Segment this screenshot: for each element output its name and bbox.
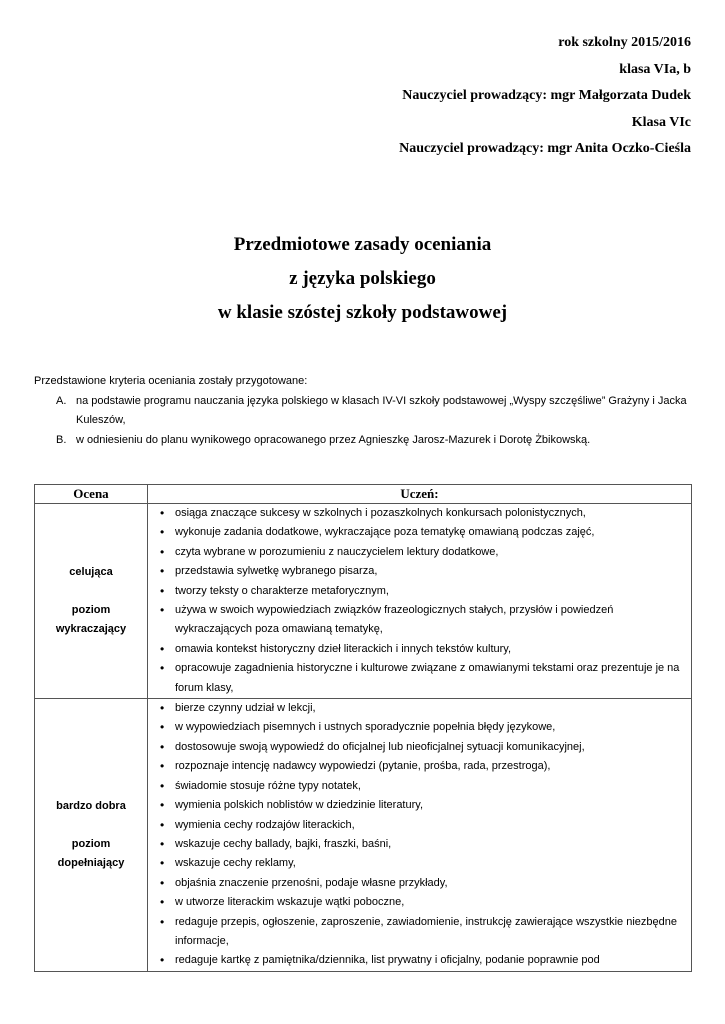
criterion-item: • redaguje kartkę z pamiętnika/dziennika, list prywatny i oficjalny, podanie poprawnie pod: [148, 951, 691, 970]
column-header-student: Uczeń:: [148, 485, 692, 504]
criterion-item: • wskazuje cechy reklamy,: [148, 854, 691, 873]
intro-item: [34, 431, 694, 451]
criterion-item: • rozpoznaje intencję nadawcy wypowiedzi (pytanie, prośba, rada, przestroga),: [148, 757, 691, 776]
criterion-item: • czyta wybrane w porozumieniu z nauczycielem lektury dodatkowe,: [148, 543, 691, 562]
criteria-cell: [148, 504, 692, 699]
grade-name: celująca: [69, 566, 113, 579]
intro-item-marker: B.: [56, 433, 67, 446]
grade-cell: [35, 699, 148, 972]
intro-item-text: na podstawie programu nauczania języka polskiego w klasach IV-VI szkoły podstawowej „Wyspy szczęśliwe” Grażyny i Jacka Kuleszów,: [76, 394, 687, 426]
criterion-item: • w utworze literackim wskazuje wątki poboczne,: [148, 893, 691, 912]
title-line-2: z języka polskiego: [289, 268, 436, 289]
criterion-item: • świadomie stosuje różne typy notatek,: [148, 777, 691, 796]
grading-table: [34, 484, 692, 972]
class-c: Klasa VIc: [631, 114, 691, 130]
criterion-item: • tworzy teksty o charakterze metaforycznym,: [148, 582, 691, 601]
title-line-1: Przedmiotowe zasady oceniania: [233, 234, 492, 255]
table-row: [35, 699, 692, 972]
grade-level-label: poziom: [71, 837, 111, 850]
criterion-item: • dostosowuje swoją wypowiedź do oficjalnej lub nieoficjalnej sytuacji komunikacyjnej,: [148, 738, 691, 757]
criterion-item: • używa w swoich wypowiedziach związków frazeologicznych stałych, przysłów i powiedzeń wykraczających poza omawianą tematykę,: [148, 601, 691, 640]
criteria-list: [148, 504, 691, 698]
table-header-row: [35, 485, 692, 504]
grade-name: bardzo dobra: [56, 799, 126, 812]
criterion-item: • wymienia polskich noblistów w dziedzinie literatury,: [148, 796, 691, 815]
criterion-item: • wskazuje cechy ballady, bajki, fraszki, baśni,: [148, 835, 691, 854]
criterion-item: • redaguje przepis, ogłoszenie, zaproszenie, zawiadomienie, instrukcję zawierające wszystkie niezbędne informacje,: [148, 913, 691, 952]
intro-item: [34, 392, 694, 431]
document-header: [399, 30, 691, 163]
criterion-item: • omawia kontekst historyczny dzieł literackich i innych tekstów kultury,: [148, 640, 691, 659]
grade-cell: [35, 504, 148, 699]
intro-lead: Przedstawione kryteria oceniania zostały przygotowane:: [34, 375, 308, 387]
intro-item-text: w odniesieniu do planu wynikowego opracowanego przez Agnieszkę Jarosz-Mazurek i Dorotę Żbikowską.: [76, 433, 591, 446]
table-row: [35, 504, 692, 699]
grade-level-name: wykraczający: [55, 623, 127, 636]
criterion-item: • objaśnia znaczenie przenośni, podaje własne przykłady,: [148, 874, 691, 893]
teacher-c: Nauczyciel prowadzący: mgr Anita Oczko-Cieśla: [399, 141, 691, 156]
column-header-grade: Ocena: [35, 485, 148, 504]
grade-level-name: dopełniający: [57, 856, 125, 869]
intro-section: [34, 372, 694, 450]
grade-level-label: poziom: [71, 604, 111, 617]
criterion-item: • opracowuje zagadnienia historyczne i kulturowe związane z omawianymi tekstami oraz prezentuje je na forum klasy,: [148, 659, 691, 698]
school-year: rok szkolny 2015/2016: [558, 35, 691, 50]
criterion-item: • wymienia cechy rodzajów literackich,: [148, 816, 691, 835]
teacher-ab: Nauczyciel prowadzący: mgr Małgorzata Dudek: [402, 88, 691, 103]
criterion-item: • przedstawia sylwetkę wybranego pisarza,: [148, 562, 691, 581]
title-line-3: w klasie szóstej szkoły podstawowej: [217, 302, 508, 323]
criterion-item: • w wypowiedziach pisemnych i ustnych sporadycznie popełnia błędy językowe,: [148, 718, 691, 737]
class-ab: klasa VIa, b: [619, 61, 691, 77]
intro-item-marker: A.: [56, 394, 67, 407]
intro-list: [34, 392, 694, 451]
criteria-list: [148, 699, 691, 971]
criterion-item: • bierze czynny udział w lekcji,: [148, 699, 691, 718]
criterion-item: • wykonuje zadania dodatkowe, wykraczające poza tematykę omawianą podczas zajęć,: [148, 523, 691, 542]
criteria-cell: [148, 699, 692, 972]
document-title: [0, 228, 725, 330]
criterion-item: • osiąga znaczące sukcesy w szkolnych i pozaszkolnych konkursach polonistycznych,: [148, 504, 691, 523]
